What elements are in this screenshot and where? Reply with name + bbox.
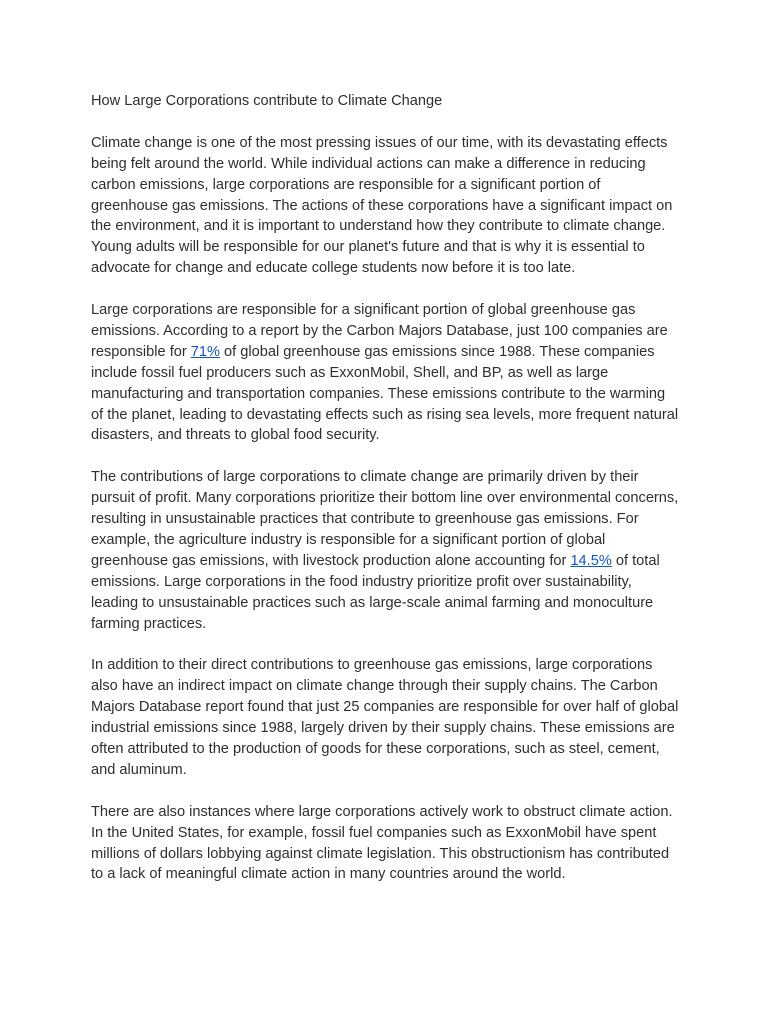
paragraph-intro: Climate change is one of the most pressing issues of our time, with its devastating effects being felt around the world. While individual actions can make a difference in reducing carbon emissions, large corporations are responsible for a significant portion of greenhouse gas emissions. The actions of these corporations have a significant impact on the environment, and it is important to understand how they contribute to climate change. Young adults will be responsible for our planet's future and that is why it is essential to advocate for change and educate college students now before it is too late. bbox=[91, 134, 673, 277]
paragraph-carbon-majors bbox=[91, 300, 680, 446]
paragraph-obstruction: There are also instances where large corporations actively work to obstruct climate action. In the United States, for example, fossil fuel companies such as ExxonMobil have spent millions of dollars lobbying against climate legislation. This obstructionism has contributed to a lack of meaningful climate action in many countries around the world. bbox=[91, 803, 673, 883]
paragraph-text-before-link: Large corporations are responsible for a significant portion of global greenhouse gas emissions. According to a report by the Carbon Majors Database, just 100 companies are responsible for bbox=[91, 302, 668, 360]
document-title: How Large Corporations contribute to Climate Change bbox=[91, 93, 443, 109]
paragraph-text-before-link: The contributions of large corporations to climate change are primarily driven by their pursuit of profit. Many corporations prioritize their bottom line over environmental concerns, resulting in unsustainable practices that contribute to greenhouse gas emissions. For example, the agriculture industry is responsible for a significant portion of global greenhouse gas emissions, with livestock production alone accounting for bbox=[91, 469, 679, 569]
paragraph-text-after-link: of global greenhouse gas emissions since 1988. These companies include fossil fuel producers such as ExxonMobil, Shell, and BP, as well as large manufacturing and transportation companies. These emissions contribute to the warming of the planet, leading to devastating effects such as rising sea levels, more frequent natural disasters, and threats to global food security. bbox=[91, 343, 679, 444]
link-71-percent[interactable]: 71% bbox=[190, 343, 220, 360]
paragraph-supply-chains: In addition to their direct contributions to greenhouse gas emissions, large corporations also have an indirect impact on climate change through their supply chains. The Carbon Majors Database report found that just 25 companies are responsible for over half of global industrial emissions since 1988, largely driven by their supply chains. These emissions are often attributed to the production of goods for these corporations, such as steel, cement, and aluminum. bbox=[91, 657, 679, 778]
link-14-5-percent[interactable]: 14.5% bbox=[570, 552, 612, 569]
paragraph-profit bbox=[91, 467, 680, 634]
paragraph-text-after-link: of total emissions. Large corporations in the food industry prioritize profit over sustainability, leading to unsustainable practices such as large-scale animal farming and monoculture farming practices. bbox=[91, 552, 660, 632]
